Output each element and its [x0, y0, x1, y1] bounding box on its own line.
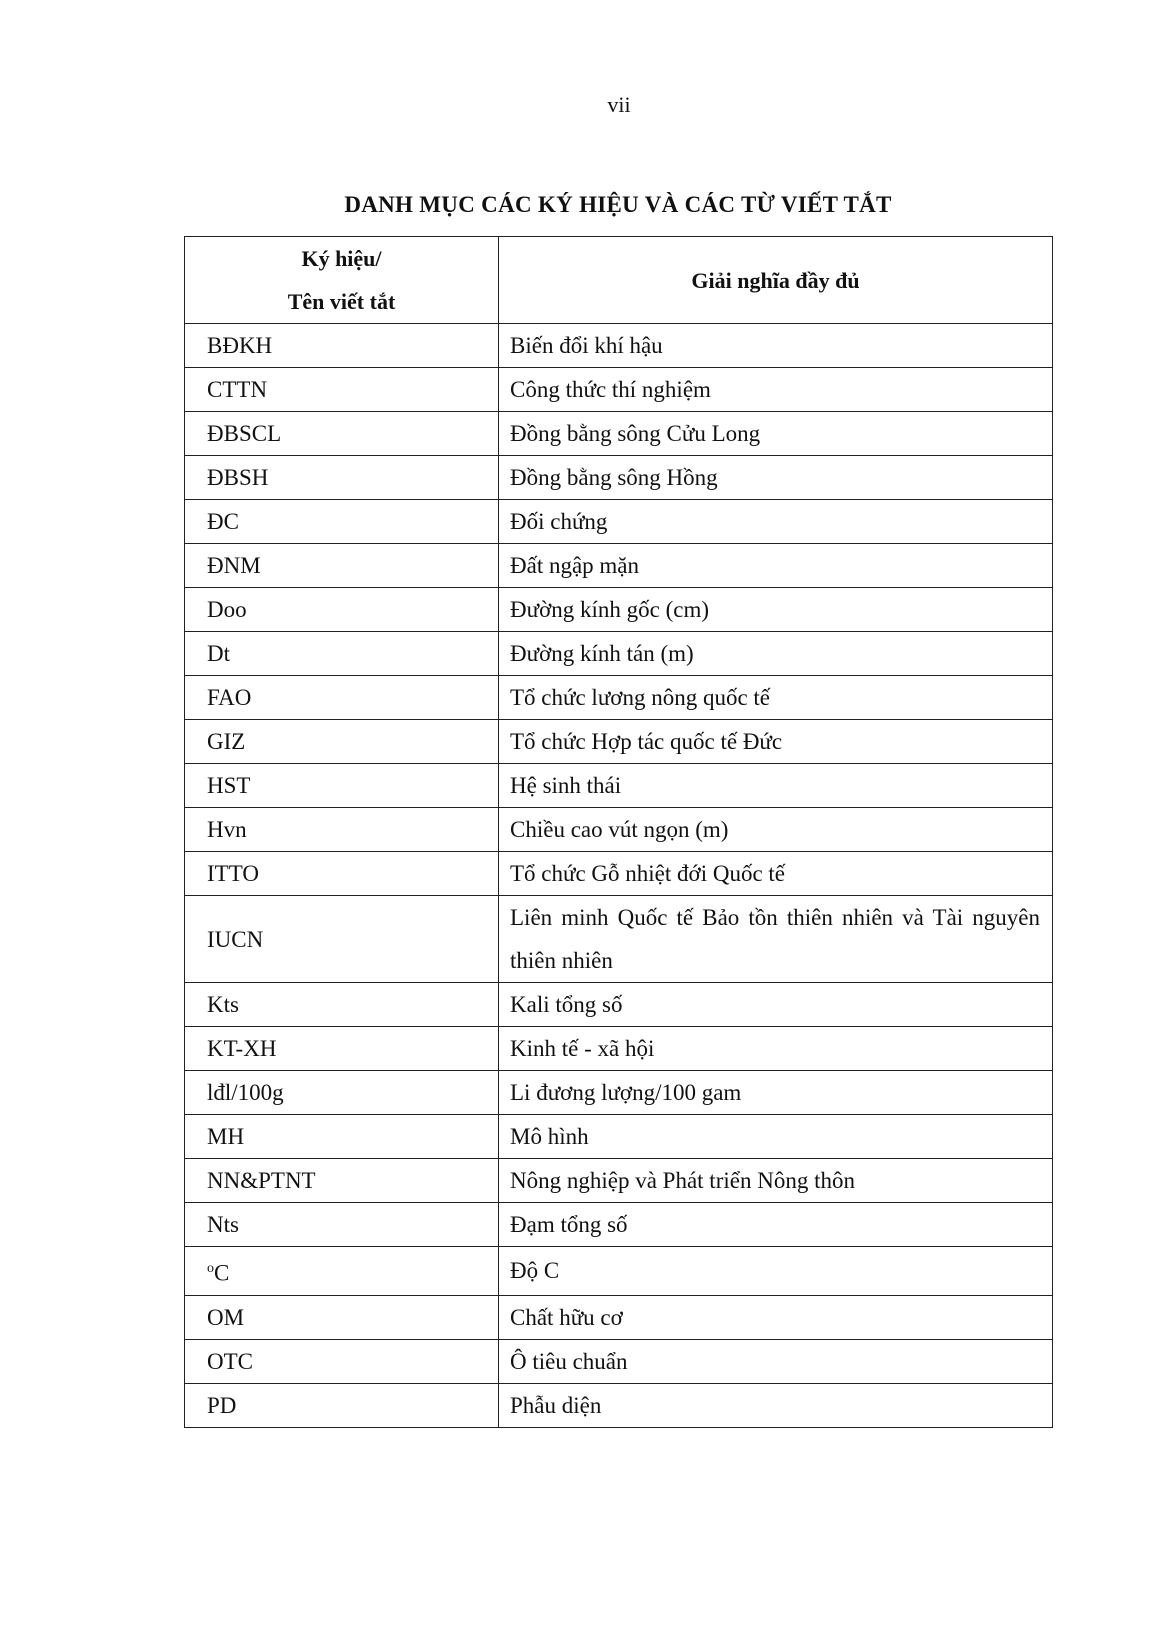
table-row — [185, 544, 1053, 588]
meaning-cell: Nông nghiệp và Phát triển Nông thôn — [499, 1159, 1053, 1203]
meaning-cell: Độ C — [499, 1247, 1053, 1296]
meaning-cell: Đường kính gốc (cm) — [499, 588, 1053, 632]
table-row — [185, 896, 1053, 983]
symbol-cell: KT-XH — [185, 1027, 499, 1071]
meaning-cell: Mô hình — [499, 1115, 1053, 1159]
symbol-cell: lđl/100g — [185, 1071, 499, 1115]
table-row — [185, 983, 1053, 1027]
symbol-header-line-1: Ký hiệu/ — [301, 246, 382, 271]
table-row — [185, 1383, 1053, 1427]
table-header-row — [185, 237, 1053, 324]
meaning-cell: Li đương lượng/100 gam — [499, 1071, 1053, 1115]
symbol-cell: BĐKH — [185, 324, 499, 368]
table-row — [185, 676, 1053, 720]
table-row — [185, 1159, 1053, 1203]
meaning-cell: Đạm tổng số — [499, 1203, 1053, 1247]
table-row — [185, 764, 1053, 808]
meaning-cell: Tổ chức Hợp tác quốc tế Đức — [499, 720, 1053, 764]
symbol-cell: $^o$C — [185, 1247, 499, 1296]
symbol-cell: HST — [185, 764, 499, 808]
meaning-cell: Công thức thí nghiệm — [499, 368, 1053, 412]
symbol-cell: GIZ — [185, 720, 499, 764]
meaning-column-header: Giải nghĩa đầy đủ — [499, 237, 1053, 324]
meaning-cell: Tổ chức Gỗ nhiệt đới Quốc tế — [499, 852, 1053, 896]
table-row — [185, 412, 1053, 456]
table-row — [185, 808, 1053, 852]
symbol-cell: Dt — [185, 632, 499, 676]
table-row — [185, 588, 1053, 632]
symbol-cell: ĐBSH — [185, 456, 499, 500]
meaning-cell: Kali tổng số — [499, 983, 1053, 1027]
table-row — [185, 852, 1053, 896]
symbol-cell: CTTN — [185, 368, 499, 412]
table-row — [185, 1203, 1053, 1247]
meaning-cell: Biến đổi khí hậu — [499, 324, 1053, 368]
symbol-cell: OM — [185, 1295, 499, 1339]
table-row — [185, 1115, 1053, 1159]
symbol-cell: FAO — [185, 676, 499, 720]
symbol-cell: ĐBSCL — [185, 412, 499, 456]
meaning-cell: Liên minh Quốc tế Bảo tồn thiên nhiên và Tài nguyên thiên nhiên — [499, 896, 1053, 983]
symbol-cell: ĐNM — [185, 544, 499, 588]
symbol-cell: Hvn — [185, 808, 499, 852]
table-body — [185, 324, 1053, 1428]
meaning-cell: Chiều cao vút ngọn (m) — [499, 808, 1053, 852]
meaning-cell: Phẫu diện — [499, 1383, 1053, 1427]
table-row — [185, 368, 1053, 412]
document-title: DANH MỤC CÁC KÝ HIỆU VÀ CÁC TỪ VIẾT TẮT — [344, 192, 892, 217]
symbol-header-line-2: Tên viết tắt — [287, 289, 396, 314]
table-row — [185, 500, 1053, 544]
page-number: vii — [607, 92, 631, 117]
table-row — [185, 1071, 1053, 1115]
symbol-column-header — [185, 237, 499, 324]
meaning-cell: Đường kính tán (m) — [499, 632, 1053, 676]
symbol-cell: PD — [185, 1383, 499, 1427]
meaning-cell: Đối chứng — [499, 500, 1053, 544]
symbol-cell: IUCN — [185, 896, 499, 983]
symbol-cell: Nts — [185, 1203, 499, 1247]
meaning-cell: Tổ chức lương nông quốc tế — [499, 676, 1053, 720]
symbol-cell: MH — [185, 1115, 499, 1159]
symbol-cell: Kts — [185, 983, 499, 1027]
table-row — [185, 1295, 1053, 1339]
table-row — [185, 1027, 1053, 1071]
symbol-cell: ĐC — [185, 500, 499, 544]
meaning-cell: Ô tiêu chuẩn — [499, 1339, 1053, 1383]
meaning-cell: Hệ sinh thái — [499, 764, 1053, 808]
meaning-cell: Chất hữu cơ — [499, 1295, 1053, 1339]
meaning-cell: Đồng bằng sông Hồng — [499, 456, 1053, 500]
table-row — [185, 324, 1053, 368]
meaning-cell: Đất ngập mặn — [499, 544, 1053, 588]
table-row — [185, 632, 1053, 676]
table-row — [185, 456, 1053, 500]
abbreviations-table — [184, 236, 1053, 1428]
symbol-cell: OTC — [185, 1339, 499, 1383]
table-row — [185, 1247, 1053, 1296]
meaning-cell: Kinh tế - xã hội — [499, 1027, 1053, 1071]
symbol-cell: ITTO — [185, 852, 499, 896]
meaning-cell: Đồng bằng sông Cửu Long — [499, 412, 1053, 456]
table-row — [185, 1339, 1053, 1383]
symbol-cell: Doo — [185, 588, 499, 632]
table-row — [185, 720, 1053, 764]
symbol-cell: NN&PTNT — [185, 1159, 499, 1203]
